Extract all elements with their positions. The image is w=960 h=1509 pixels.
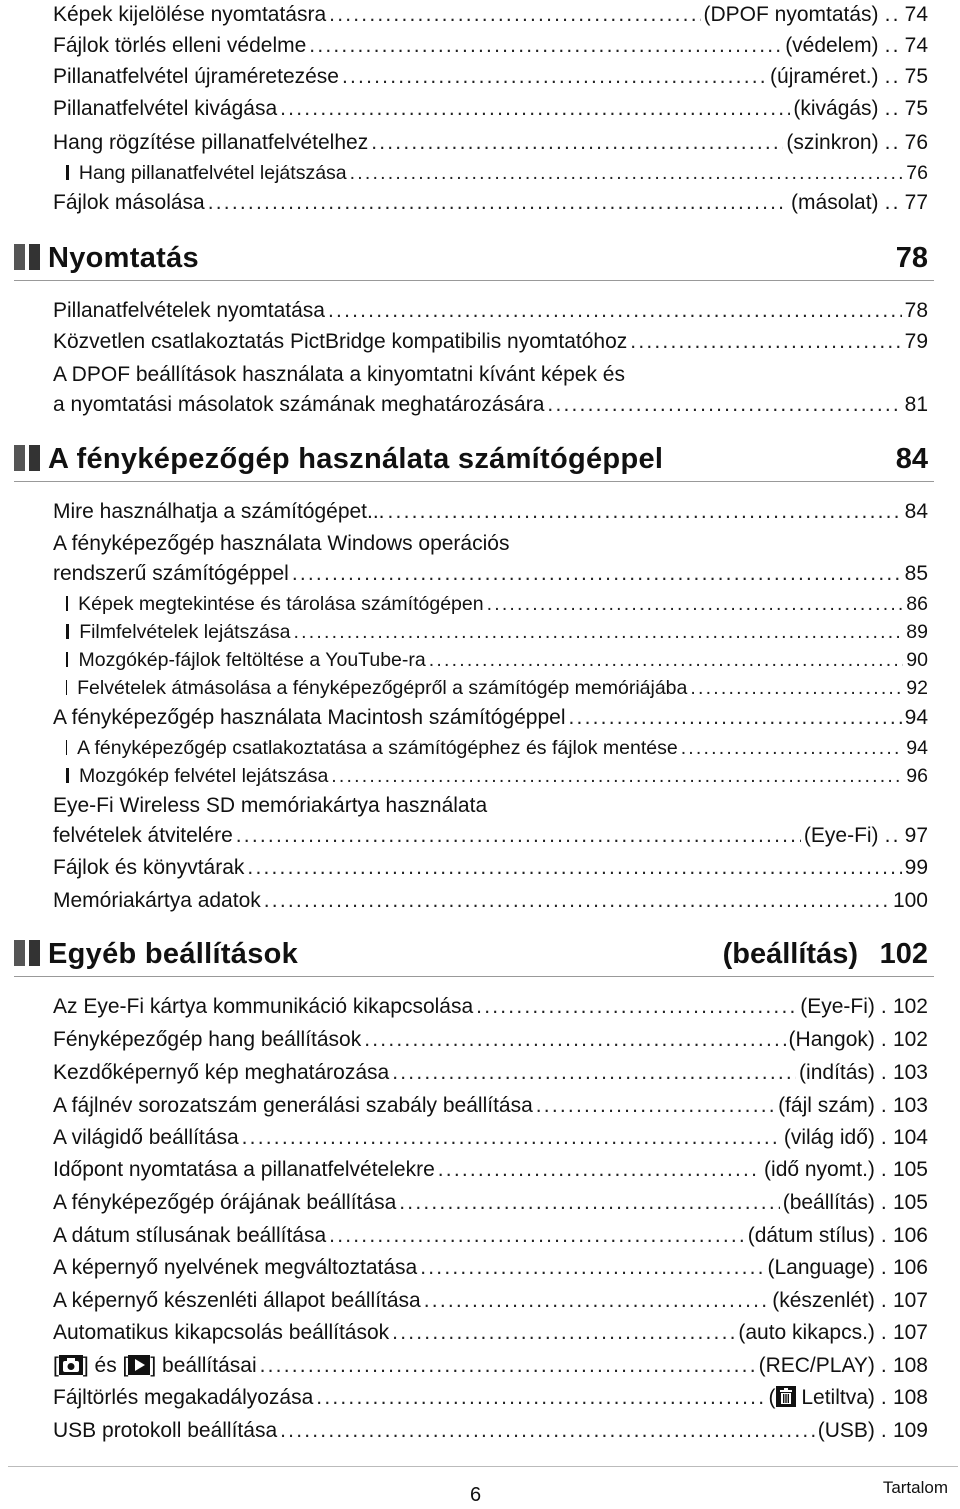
leader-dots [371, 128, 783, 158]
camera-icon [59, 1355, 83, 1375]
toc-entry[interactable]: Az Eye-Fi kártya kommunikáció kikapcsolása ..... (Eye-Fi) . 102 [53, 992, 928, 1022]
toc-entry-key: (USB) [817, 1419, 875, 1442]
leader-dots [260, 1351, 756, 1381]
toc-entry-page: 76 [904, 131, 928, 154]
section-heading[interactable] [14, 934, 928, 974]
toc-entry-page: 103 [892, 1061, 928, 1084]
toc-entry-title: A fájlnév sorozatszám generálási szabály beállítása [53, 1094, 533, 1117]
toc-entry[interactable]: Fájlok törlés elleni védelme ..... (védelem) .. 74 [53, 31, 928, 61]
leader-dots [242, 1123, 781, 1153]
toc-entry[interactable]: Időpont nyomtatása a pillanatfelvételekre ..... (idő nyomt.) . 105 [53, 1155, 928, 1185]
toc-entry[interactable] [53, 497, 928, 527]
leader-dots [309, 31, 782, 61]
section-marker-icon [14, 244, 42, 270]
section-heading[interactable] [14, 238, 928, 278]
toc-entry[interactable]: A képernyő nyelvének megváltoztatása ..... (Language) . 106 [53, 1253, 928, 1283]
play-icon [128, 1355, 150, 1375]
leader-dots [364, 1025, 785, 1055]
toc-entry-key: (auto kikapcs.) [738, 1321, 875, 1344]
title-part: [ [53, 1354, 59, 1377]
section-heading[interactable] [14, 439, 928, 479]
leader-dots [420, 1253, 764, 1283]
toc-entry-page: 74 [904, 3, 928, 26]
toc-entry-title: A világidő beállítása [53, 1126, 239, 1149]
toc-entry-page: 96 [906, 765, 928, 787]
toc-entry-key: (DPOF nyomtatás) [703, 3, 879, 26]
toc-entry-key: (idő nyomt.) [764, 1158, 875, 1181]
toc-entry-page: 86 [906, 593, 928, 615]
toc-entry-page: 75 [904, 65, 928, 88]
toc-entry-page: 75 [904, 97, 928, 120]
toc-entry[interactable] [53, 853, 928, 883]
toc-entry-key: (fájl szám) [778, 1094, 875, 1117]
toc-entry[interactable]: A képernyő készenléti állapot beállítása ..... (készenlét) . 107 [53, 1286, 928, 1316]
toc-entry[interactable]: Fájltörlés megakadályozása ..... ( Letiltva) . 108 [53, 1383, 928, 1413]
toc-entry-page: 94 [906, 737, 928, 759]
toc-entry[interactable]: felvételek átvitelére ..... (Eye-Fi) .. 97 [53, 821, 928, 851]
toc-entry-line1: Eye-Fi Wireless SD memóriakártya használata [53, 794, 488, 817]
toc-entry-key: (REC/PLAY) [758, 1354, 875, 1377]
leader-dots [569, 703, 902, 733]
toc-subentry[interactable] [66, 761, 928, 791]
key-part: ( [768, 1386, 776, 1409]
toc-entry-page: 102 [892, 995, 928, 1018]
section-page: 78 [895, 242, 928, 274]
leader-dots [331, 761, 903, 791]
trash-icon [776, 1386, 796, 1407]
toc-entry-title: Az Eye-Fi kártya kommunikáció kikapcsolása [53, 995, 474, 1018]
leader-dots [280, 94, 790, 124]
leader-dots [424, 1286, 769, 1316]
toc-entry-title: a nyomtatási másolatok számának meghatározására [53, 393, 545, 416]
toc-entry-page: 106 [892, 1224, 928, 1247]
leader-dots [438, 1155, 761, 1185]
section-marker-icon [14, 940, 42, 966]
bullet-icon [66, 165, 69, 180]
toc-entry-title: Kezdőképernyő kép meghatározása [53, 1061, 390, 1084]
toc-entry-title: Fájltörlés megakadályozása [53, 1386, 314, 1409]
footer-tab-link[interactable]: Tartalom [882, 1478, 948, 1497]
toc-entry-page: 108 [892, 1354, 928, 1377]
leader-dots [292, 559, 902, 589]
toc-subentry[interactable] [66, 733, 928, 763]
toc-subentry[interactable] [66, 673, 928, 703]
toc-entry-page: 81 [904, 393, 928, 416]
leader-dots [392, 1318, 735, 1348]
toc-entry-page: 94 [904, 706, 928, 729]
toc-entry-line1: A fényképezőgép használata Windows operációs [53, 532, 510, 555]
toc-subentry[interactable] [66, 158, 928, 188]
toc-entry-key: (készenlét) [772, 1289, 875, 1312]
toc-entry[interactable]: Automatikus kikapcsolás beállítások ..... (auto kikapcs.) . 107 [53, 1318, 928, 1348]
toc-entry-key [769, 1383, 875, 1413]
leader-dots [392, 1058, 796, 1088]
key-part: Letiltva) [795, 1386, 875, 1409]
bullet-icon [66, 652, 68, 667]
toc-entry-title: Hang pillanatfelvétel lejátszása [78, 162, 347, 184]
section-page: 102 [879, 938, 928, 970]
toc-entry-title: rendszerű számítógéppel [53, 562, 289, 585]
leader-dots [329, 1221, 745, 1251]
toc-entry[interactable]: [ ] és [ ] beállításai ..... (REC/PLAY) . 108 [53, 1351, 928, 1381]
section-title: Nyomtatás [48, 242, 199, 274]
leader-dots [280, 1416, 815, 1446]
leader-dots [429, 645, 904, 675]
toc-subentry[interactable] [66, 645, 928, 675]
title-part: ] beállításai [150, 1354, 257, 1377]
toc-entry-page: 77 [904, 191, 928, 214]
toc-entry[interactable]: A fájlnév sorozatszám generálási szabály beállítása ..... (fájl szám) . 103 [53, 1091, 928, 1121]
toc-entry[interactable] [53, 703, 928, 733]
toc-subentry[interactable] [66, 617, 928, 647]
leader-dots [399, 1188, 779, 1218]
toc-entry[interactable] [53, 886, 928, 916]
toc-entry-title: A képernyő nyelvének megváltoztatása [53, 1256, 418, 1279]
divider [14, 280, 934, 281]
toc-entry-key: (újraméret.) [770, 65, 879, 88]
toc-entry[interactable] [53, 296, 928, 326]
toc-entry-title: felvételek átvitelére [53, 824, 233, 847]
toc-entry-page: 104 [892, 1126, 928, 1149]
toc-entry-key: (indítás) [799, 1061, 875, 1084]
toc-entry-title: A dátum stílusának beállítása [53, 1224, 327, 1247]
toc-entry[interactable]: A fényképezőgép órájának beállítása ..... (beállítás) . 105 [53, 1188, 928, 1218]
section-page: 84 [895, 443, 928, 475]
toc-entry-title: Időpont nyomtatása a pillanatfelvételekre [53, 1158, 435, 1181]
leader-dots [294, 617, 904, 647]
toc-entry[interactable]: Hang rögzítése pillanatfelvételhez ..... (szinkron) .. 76 [53, 128, 928, 158]
leader-dots [476, 992, 797, 1022]
toc-entry-title [53, 1351, 257, 1381]
toc-entry-page: 108 [892, 1386, 928, 1409]
toc-entry-title: Filmfelvételek lejátszása [79, 621, 291, 643]
toc-subentry[interactable] [66, 589, 928, 619]
leader-dots [630, 327, 901, 357]
bullet-icon [66, 624, 69, 639]
divider [14, 481, 934, 482]
toc-entry-page: 74 [904, 34, 928, 57]
leader-dots [236, 821, 801, 851]
leader-dots [328, 296, 902, 326]
toc-entry-title: A képernyő készenléti állapot beállítása [53, 1289, 421, 1312]
leader-dots [329, 0, 700, 30]
leader-dots [350, 158, 904, 188]
toc-entry-title: Mire használhatja a számítógépet... [53, 500, 385, 523]
toc-entry-page: 100 [892, 889, 928, 912]
toc-entry[interactable]: USB protokoll beállítása ..... (USB) . 109 [53, 1416, 928, 1446]
title-part: ] és [ [82, 1354, 129, 1377]
toc-entry-page: 102 [892, 1028, 928, 1051]
leader-dots [247, 853, 901, 883]
toc-entry-key: (Eye-Fi) [803, 824, 879, 847]
toc-entry-title: A fényképezőgép használata Macintosh számítógéppel [53, 706, 566, 729]
toc-entry-key: (Eye-Fi) [800, 995, 875, 1018]
toc-entry-title: Képek megtekintése és tárolása számítógépen [78, 593, 484, 615]
toc-entry[interactable]: Fájlok másolása ..... (másolat) .. 77 [53, 188, 928, 218]
toc-entry[interactable]: Pillanatfelvétel újraméretezése ..... (újraméret.) .. 75 [53, 62, 928, 92]
toc-entry[interactable]: Kezdőképernyő kép meghatározása ..... (indítás) . 103 [53, 1058, 928, 1088]
leader-dots [342, 62, 767, 92]
toc-entry-key: (dátum stílus) [747, 1224, 875, 1247]
toc-entry[interactable] [53, 390, 928, 420]
toc-entry[interactable] [53, 327, 928, 357]
toc-entry-page: 85 [904, 562, 928, 585]
toc-entry-key: (másolat) [791, 191, 879, 214]
toc-entry-page: 97 [904, 824, 928, 847]
toc-entry-page: 99 [904, 856, 928, 879]
toc-entry-title: Pillanatfelvétel kivágása [53, 97, 278, 120]
section-title: A fényképezőgép használata számítógéppel [48, 443, 664, 475]
leader-dots [208, 188, 788, 218]
toc-entry-page: 105 [892, 1191, 928, 1214]
leader-dots [264, 886, 890, 916]
section-key: (beállítás) [722, 938, 858, 970]
section-marker-icon [14, 445, 42, 471]
toc-entry-page: 106 [892, 1256, 928, 1279]
leader-dots [316, 1383, 765, 1413]
footer-divider [8, 1466, 958, 1467]
leader-dots [681, 733, 904, 763]
bullet-icon [66, 680, 67, 695]
toc-entry-page: 78 [904, 299, 928, 322]
toc-entry-page: 84 [904, 500, 928, 523]
leader-dots [536, 1091, 775, 1121]
toc-entry-page: 107 [892, 1289, 928, 1312]
toc-entry[interactable]: Képek kijelölése nyomtatásra ..... (DPOF nyomtatás) .. 74 [53, 0, 928, 30]
toc-entry-title: Fényképezőgép hang beállítások [53, 1028, 362, 1051]
toc-entry-key: (kivágás) [793, 97, 879, 120]
toc-entry-title: Fájlok másolása [53, 191, 205, 214]
bullet-icon [66, 740, 67, 755]
toc-entry[interactable]: A világidő beállítása ..... (világ idő) . 104 [53, 1123, 928, 1153]
bullet-icon [66, 768, 69, 783]
toc-entry-title: Pillanatfelvételek nyomtatása [53, 299, 325, 322]
toc-entry-title: Mozgókép felvétel lejátszása [78, 765, 329, 787]
toc-entry-key: (védelem) [785, 34, 879, 57]
leader-dots [487, 589, 904, 619]
toc-entry-page: 90 [906, 649, 928, 671]
toc-entry-page: 76 [906, 162, 928, 184]
divider [14, 976, 934, 977]
toc-entry[interactable]: Fényképezőgép hang beállítások ..... (Hangok) . 102 [53, 1025, 928, 1055]
toc-entry-title: Közvetlen csatlakoztatás PictBridge kompatibilis nyomtatóhoz [53, 330, 628, 353]
toc-entry-page: 92 [906, 677, 928, 699]
toc-entry-title: Fájlok törlés elleni védelme [53, 34, 307, 57]
toc-entry-key: (Language) [767, 1256, 875, 1279]
toc-entry-page: 107 [892, 1321, 928, 1344]
toc-entry-key: (beállítás) [782, 1191, 875, 1214]
toc-entry-title: Memóriakártya adatok [53, 889, 261, 912]
toc-entry[interactable] [53, 559, 928, 589]
toc-entry-page: 109 [892, 1419, 928, 1442]
toc-entry-title: A fényképezőgép csatlakoztatása a számítógéphez és fájlok mentése [77, 737, 678, 759]
toc-entry[interactable]: Pillanatfelvétel kivágása ..... (kivágás) .. 75 [53, 94, 928, 124]
toc-entry-page: 89 [906, 621, 928, 643]
toc-entry-title: Pillanatfelvétel újraméretezése [53, 65, 339, 88]
section-title: Egyéb beállítások [48, 938, 299, 970]
toc-entry-title: Automatikus kikapcsolás beállítások [53, 1321, 390, 1344]
toc-entry-title: Fájlok és könyvtárak [53, 856, 245, 879]
toc-entry-key: (szinkron) [786, 131, 879, 154]
toc-entry-page: 105 [892, 1158, 928, 1181]
leader-dots [690, 673, 903, 703]
leader-dots [388, 497, 902, 527]
toc-entry-line1: A DPOF beállítások használata a kinyomtatni kívánt képek és [53, 363, 625, 386]
toc-entry-title: A fényképezőgép órájának beállítása [53, 1191, 397, 1214]
toc-entry[interactable]: A dátum stílusának beállítása ..... (dátum stílus) . 106 [53, 1221, 928, 1251]
leader-dots [547, 390, 901, 420]
page-number: 6 [470, 1484, 482, 1506]
toc-entry-key: (Hangok) [788, 1028, 875, 1051]
toc-entry-title: Mozgókép-fájlok feltöltése a YouTube-ra [78, 649, 426, 671]
toc-entry-key: (világ idő) [783, 1126, 875, 1149]
toc-entry-page: 103 [892, 1094, 928, 1117]
toc-entry-title: Képek kijelölése nyomtatásra [53, 3, 327, 26]
bullet-icon [66, 596, 68, 611]
toc-entry-title: USB protokoll beállítása [53, 1419, 278, 1442]
toc-entry-title: Hang rögzítése pillanatfelvételhez [53, 131, 369, 154]
toc-entry-title: Felvételek átmásolása a fényképezőgépről a számítógép memóriájába [77, 677, 688, 699]
toc-entry-page: 79 [904, 330, 928, 353]
